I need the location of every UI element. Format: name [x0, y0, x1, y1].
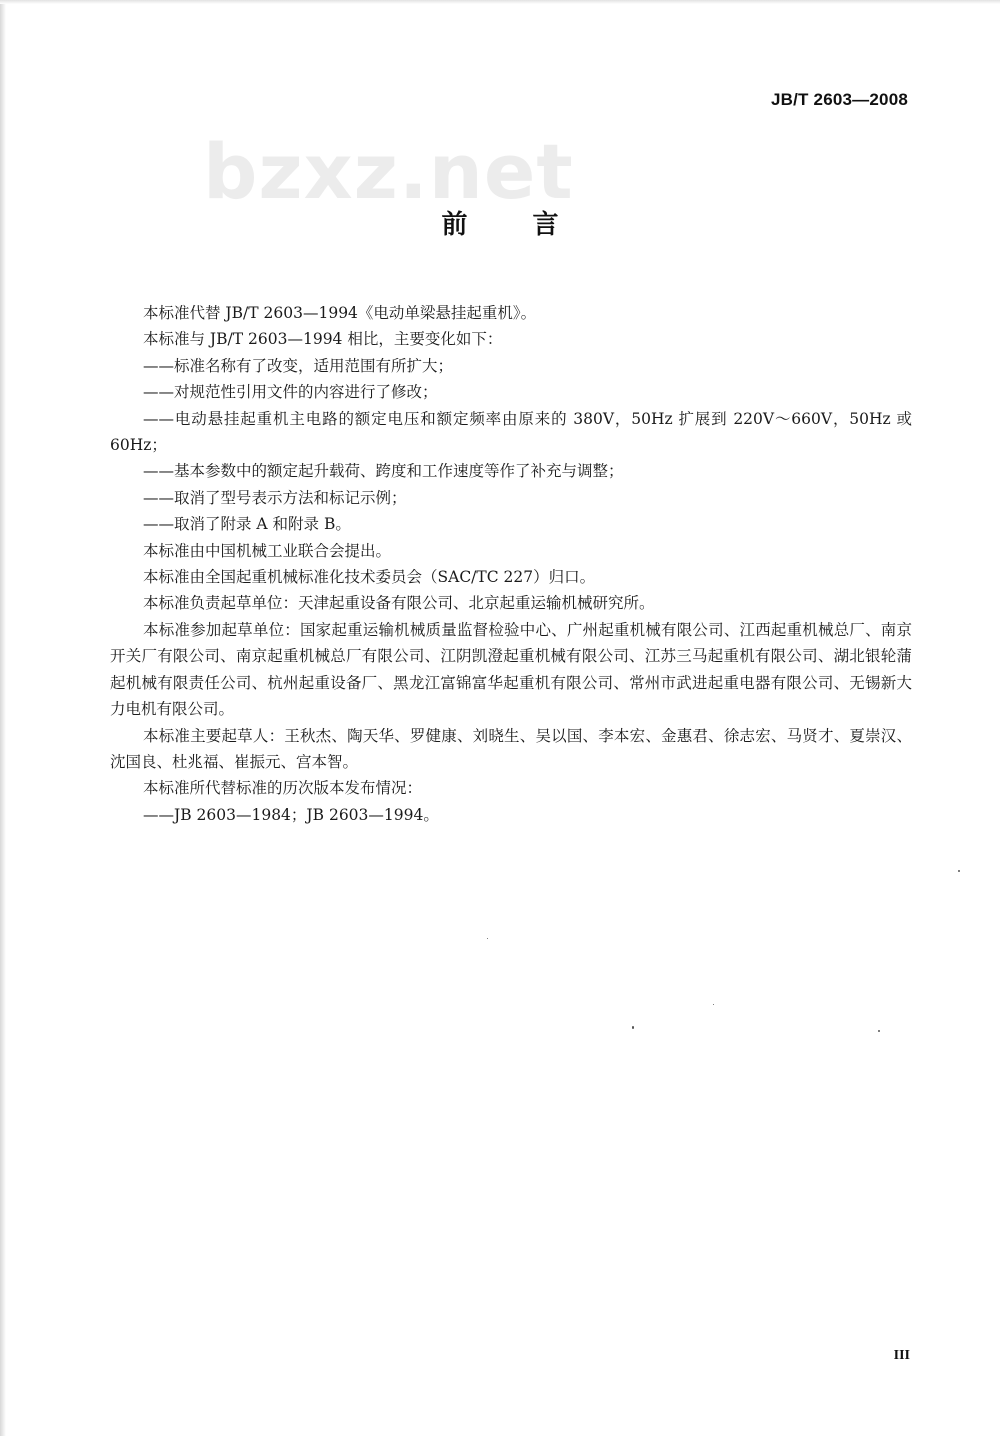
paragraph-replaces: 本标准代替 JB/T 2603—1994《电动单梁悬挂起重机》。: [143, 304, 537, 322]
change-item-voltage: ——电动悬挂起重机主电路的额定电压和额定频率由原来的 380V，50Hz 扩展到 220V～660V，50Hz 或 60Hz；: [110, 409, 912, 455]
paragraph-changes-intro: 本标准与 JB/T 2603—1994 相比，主要变化如下：: [143, 330, 503, 349]
page-edge-shadow-top: [0, 0, 1000, 4]
page-number: III: [893, 1348, 910, 1363]
watermark: bzxz.net: [203, 127, 574, 216]
scan-speck: [632, 1026, 634, 1029]
paragraph-participating-drafters: 本标准参加起草单位：国家起重运输机械质量监督检验中心、广州起重机械有限公司、江西起重机械总厂、南京开关厂有限公司、南京起重机械总厂有限公司、江阴凯澄起重机械有限公司、江苏三马起重机有限公司、湖北银轮蒲起机械有限责任公司、杭州起重设备厂、黑龙江富锦富华起重机有限公司、常州市武进起重电器有限公司、无锡新大力电机有限公司。: [110, 620, 912, 719]
paragraph-committee: 本标准由全国起重机械标准化技术委员会（SAC/TC 227）归口。: [143, 568, 596, 587]
scan-speck: [958, 870, 960, 872]
change-item-annex: ——取消了附录 A 和附录 B。: [143, 515, 351, 534]
paragraph-proposer: 本标准由中国机械工业联合会提出。: [143, 541, 392, 560]
foreword-body: [110, 300, 912, 828]
change-item-parameters: ——基本参数中的额定起升载荷、跨度和工作速度等作了补充与调整；: [143, 462, 624, 481]
change-item-model: ——取消了型号表示方法和标记示例；: [143, 488, 407, 507]
scan-speck: [713, 1004, 714, 1005]
paragraph-main-drafters: 本标准负责起草单位：天津起重设备有限公司、北京起重运输机械研究所。: [143, 594, 655, 613]
standard-code: JB/T 2603—2008: [771, 90, 908, 109]
history-item: ——JB 2603—1984；JB 2603—1994。: [143, 805, 439, 824]
paragraph-history-intro: 本标准所代替标准的历次版本发布情况：: [143, 779, 423, 798]
scan-speck: [487, 938, 488, 939]
change-item-references: ——对规范性引用文件的内容进行了修改；: [143, 383, 438, 402]
page-title: 前 言: [441, 210, 587, 240]
scan-speck: [878, 1030, 880, 1032]
paragraph-drafters: 本标准主要起草人：王秋杰、陶天华、罗健康、刘晓生、吴以国、李本宏、金惠君、徐志宏、马贤才、夏崇汉、沈国良、杜兆福、崔振元、宫本智。: [110, 726, 912, 771]
change-item-name: ——标准名称有了改变，适用范围有所扩大；: [143, 356, 454, 375]
